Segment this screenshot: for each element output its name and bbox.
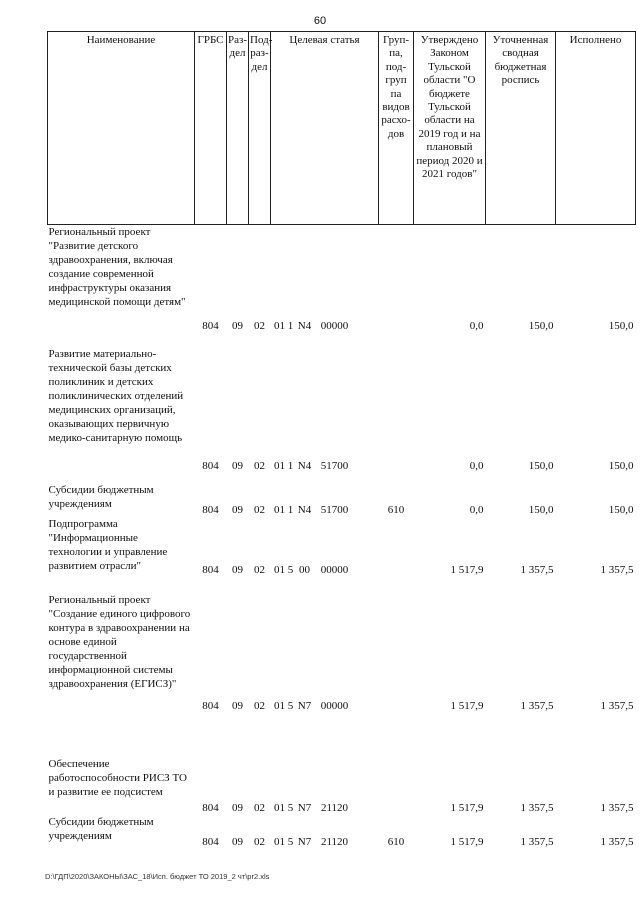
target-article-cs2: 5 [287, 801, 294, 814]
header-refined: Уточненная сводная бюджетная роспись [486, 32, 556, 225]
table-row [48, 483, 636, 517]
target-article-cs3: N4 [297, 503, 312, 516]
target-article-cs4: 00000 [320, 699, 349, 712]
target-article-cs1: 01 [274, 801, 285, 814]
row-razdel: 09 [232, 699, 243, 712]
target-article-cs1: 01 [274, 699, 285, 712]
row-executed: 1 357,5 [600, 835, 634, 848]
target-article-cs1: 01 [274, 835, 285, 848]
target-article-parts [273, 459, 377, 473]
header-razdel: Раз-дел [227, 32, 249, 225]
row-approved: 1 517,9 [450, 563, 484, 576]
row-target-article [271, 225, 379, 333]
row-group [379, 757, 414, 815]
header-row [48, 32, 636, 225]
row-group [379, 593, 414, 713]
row-approved: 1 517,9 [450, 835, 484, 848]
target-article-cs4: 51700 [320, 503, 349, 516]
target-article-cs3: N4 [297, 319, 312, 332]
target-article-parts [273, 563, 377, 577]
target-article-parts [273, 801, 377, 815]
budget-table [47, 31, 636, 849]
row-grbs: 804 [202, 459, 219, 472]
table-row [48, 593, 636, 713]
row-refined: 1 357,5 [520, 563, 554, 576]
row-podrazdel: 02 [254, 699, 265, 712]
row-refined: 150,0 [528, 503, 554, 516]
row-spacer [48, 713, 636, 757]
target-article-cs3: N4 [297, 459, 312, 472]
row-spacer [48, 577, 636, 593]
row-name: Субсидии бюджетным учреждениям [48, 483, 154, 510]
row-razdel: 09 [232, 459, 243, 472]
row-refined: 1 357,5 [520, 835, 554, 848]
row-group [379, 225, 414, 333]
row-executed: 1 357,5 [600, 563, 634, 576]
target-article-cs4: 00000 [320, 563, 349, 576]
target-article-cs4: 21120 [320, 801, 349, 814]
row-name: Региональный проект "Развитие детского здравоохранения, включая создание современной инфраструктуры оказания медицинской помощи детям" [48, 226, 186, 308]
row-podrazdel: 02 [254, 319, 265, 332]
target-article-cs3: 00 [299, 563, 310, 576]
row-name: Региональный проект "Создание единого цифрового контура в здравоохранении на основе единой государственной информационной системы здравоохранения (ЕГИСЗ)" [48, 593, 191, 690]
row-razdel: 09 [232, 801, 243, 814]
row-approved: 1 517,9 [450, 699, 484, 712]
row-razdel: 09 [232, 563, 243, 576]
target-article-cs2: 5 [287, 835, 294, 848]
target-article-parts [273, 503, 377, 517]
row-refined: 150,0 [528, 319, 554, 332]
table-row [48, 225, 636, 333]
row-approved: 1 517,9 [450, 801, 484, 814]
target-article-cs2: 1 [287, 459, 294, 472]
header-executed: Исполнено [556, 32, 636, 225]
target-article-parts [273, 835, 377, 849]
target-article-cs2: 5 [287, 699, 294, 712]
target-article-cs2: 5 [287, 563, 294, 576]
row-refined: 1 357,5 [520, 801, 554, 814]
target-article-cs1: 01 [274, 563, 285, 576]
row-razdel: 09 [232, 503, 243, 516]
row-spacer [48, 473, 636, 483]
row-target-article [271, 483, 379, 517]
row-approved: 0,0 [469, 319, 484, 332]
row-executed: 1 357,5 [600, 801, 634, 814]
row-executed: 1 357,5 [600, 699, 634, 712]
row-podrazdel: 02 [254, 835, 265, 848]
row-grbs: 804 [202, 319, 219, 332]
row-grbs: 804 [202, 503, 219, 516]
row-group [379, 517, 414, 577]
row-target-article [271, 815, 379, 849]
table-row [48, 757, 636, 815]
row-razdel: 09 [232, 835, 243, 848]
row-refined: 1 357,5 [520, 699, 554, 712]
target-article-cs1: 01 [274, 319, 285, 332]
row-grbs: 804 [202, 801, 219, 814]
header-podrazdel: Под-раз-дел [249, 32, 271, 225]
row-approved: 0,0 [469, 459, 484, 472]
row-target-article [271, 593, 379, 713]
table-row [48, 347, 636, 473]
row-target-article [271, 517, 379, 577]
row-approved: 0,0 [469, 503, 484, 516]
target-article-cs1: 01 [274, 459, 285, 472]
target-article-cs3: N7 [297, 699, 312, 712]
row-podrazdel: 02 [254, 801, 265, 814]
header-target: Целевая статья [271, 32, 379, 225]
target-article-cs4: 00000 [320, 319, 349, 332]
target-article-cs2: 1 [287, 319, 294, 332]
target-article-parts [273, 319, 377, 333]
row-name: Подпрограмма "Информационные технологии и управление развитием отрасли" [48, 517, 168, 572]
target-article-cs3: N7 [297, 801, 312, 814]
row-group [379, 347, 414, 473]
row-executed: 150,0 [608, 503, 634, 516]
row-name: Обеспечение работоспособности РИСЗ ТО и развитие ее подсистем [48, 757, 187, 798]
target-article-cs4: 21120 [320, 835, 349, 848]
row-executed: 150,0 [608, 319, 634, 332]
row-name: Развитие материально-технической базы детских поликлиник и детских поликлинических отделений медицинских организаций, оказывающих первичную медико-санитарную помощь [48, 347, 184, 444]
table-body [48, 225, 636, 849]
target-article-cs3: N7 [297, 835, 312, 848]
row-razdel: 09 [232, 319, 243, 332]
file-path-footer: D:\ГДП\2020\ЗАКОНЫ\ЗАС_18\Исп. бюджет ТО 2019_2 чт\pr2.xls [45, 872, 270, 881]
row-executed: 150,0 [608, 459, 634, 472]
header-name: Наименование [48, 32, 195, 225]
row-spacer [48, 333, 636, 347]
header-grbs: ГРБС [195, 32, 227, 225]
row-target-article [271, 757, 379, 815]
target-article-cs1: 01 [274, 503, 285, 516]
page-number: 60 [313, 15, 327, 27]
target-article-cs4: 51700 [320, 459, 349, 472]
row-podrazdel: 02 [254, 503, 265, 516]
row-podrazdel: 02 [254, 459, 265, 472]
header-group: Груп-па, под-груп па видов расхо-дов [379, 32, 414, 225]
target-article-parts [273, 699, 377, 713]
table-row [48, 517, 636, 577]
row-refined: 150,0 [528, 459, 554, 472]
table-row [48, 815, 636, 849]
target-article-cs2: 1 [287, 503, 294, 516]
header-approved: Утверждено Законом Тульской области "О бюджете Тульской области на 2019 год и на плановый период 2020 и 2021 годов" [414, 32, 486, 225]
row-grbs: 804 [202, 835, 219, 848]
row-grbs: 804 [202, 699, 219, 712]
row-target-article [271, 347, 379, 473]
budget-table-container [47, 31, 635, 849]
row-group: 610 [387, 835, 405, 848]
row-name: Субсидии бюджетным учреждениям [48, 815, 154, 842]
row-grbs: 804 [202, 563, 219, 576]
row-podrazdel: 02 [254, 563, 265, 576]
row-group: 610 [387, 503, 405, 516]
